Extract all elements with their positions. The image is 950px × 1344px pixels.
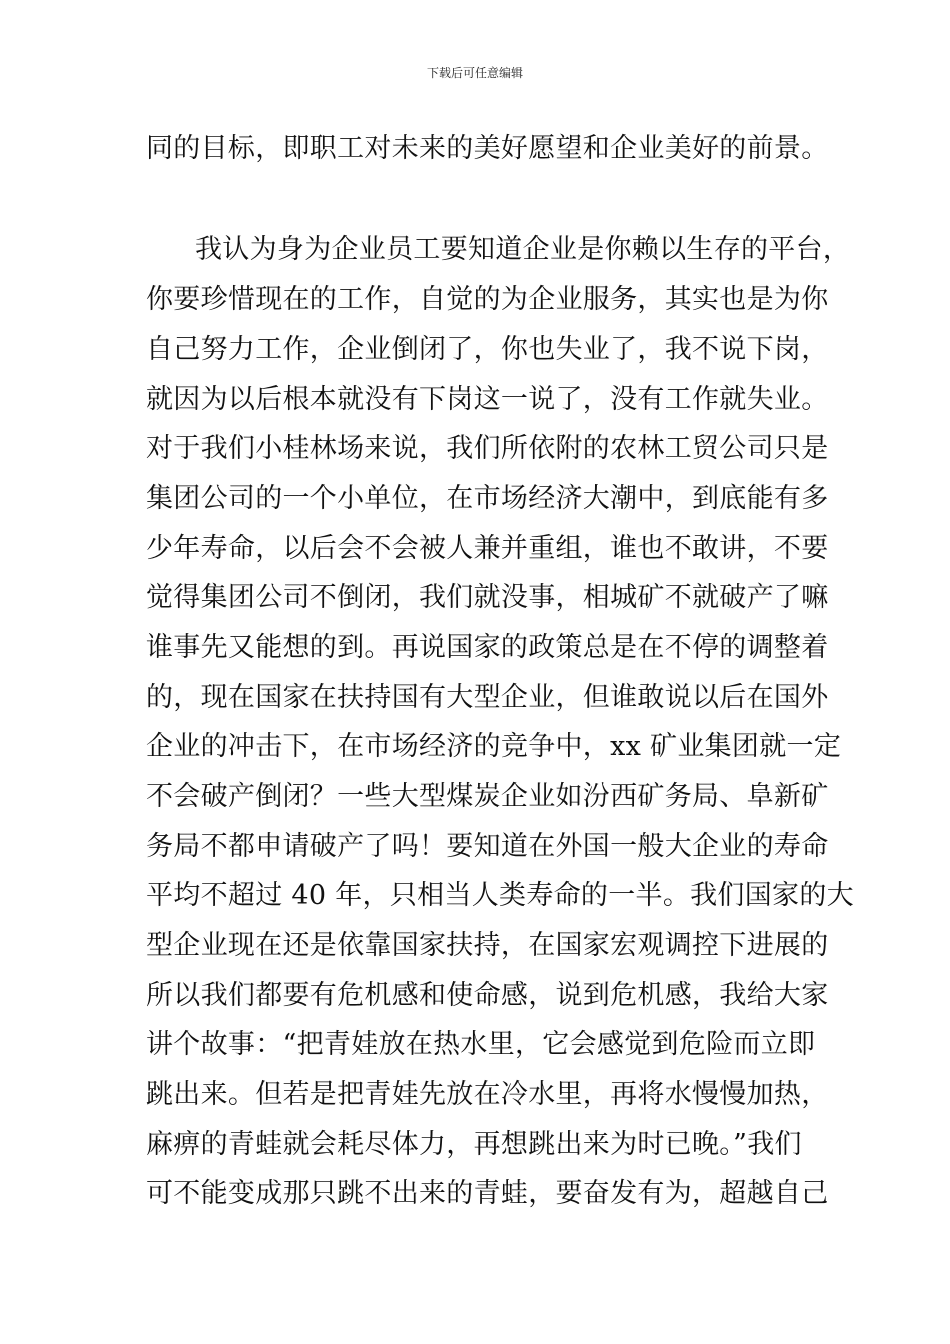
text-line: 跳出来。但若是把青娃先放在冷水里，再将水慢慢加热，	[146, 1079, 829, 1110]
text-line: 型企业现在还是依靠国家扶持，在国家宏观调控下进展的	[146, 930, 829, 961]
text-line: 少年寿命，以后会不会被人兼并重组，谁也不敢讲，不要	[146, 533, 829, 564]
text-line: 麻痹的青蛙就会耗尽体力，再想跳出来为时已晚。”我们	[146, 1129, 802, 1160]
text-line: 平均不超过 40 年，只相当人类寿命的一半。我们国家的大	[146, 880, 854, 911]
text-line: 的，现在国家在扶持国有大型企业，但谁敢说以后在国外	[146, 682, 829, 713]
text-line: 同的目标，即职工对未来的美好愿望和企业美好的前景。	[146, 133, 829, 164]
text-line: 不会破产倒闭？一些大型煤炭企业如汾西矿务局、阜新矿	[146, 781, 829, 812]
text-line: 可不能变成那只跳不出来的青蛙，要奋发有为，超越自己	[146, 1178, 829, 1209]
text-line: 谁事先又能想的到。再说国家的政策总是在不停的调整着	[146, 632, 829, 663]
text-line: 对于我们小桂林场来说，我们所依附的农林工贸公司只是	[146, 433, 829, 464]
text-line: 就因为以后根本就没有下岗这一说了，没有工作就失业。	[146, 384, 829, 415]
text-line: 企业的冲击下，在市场经济的竞争中，xx 矿业集团就一定	[146, 731, 842, 762]
text-line: 自己努力工作，企业倒闭了，你也失业了，我不说下岗，	[146, 334, 829, 365]
paragraph-first-line: 我认为身为企业员工要知道企业是你赖以生存的平台，	[195, 234, 851, 265]
text-line: 觉得集团公司不倒闭，我们就没事，相城矿不就破产了嘛	[146, 582, 829, 613]
page-header: 下载后可任意编辑	[426, 66, 523, 80]
text-line: 所以我们都要有危机感和使命感，说到危机感，我给大家	[146, 980, 829, 1011]
text-line: 务局不都申请破产了吗！要知道在外国一般大企业的寿命	[146, 831, 829, 862]
text-line: 讲个故事：“把青娃放在热水里，它会感觉到危险而立即	[146, 1029, 816, 1060]
text-line: 集团公司的一个小单位，在市场经济大潮中，到底能有多	[146, 483, 829, 514]
text-line: 你要珍惜现在的工作，自觉的为企业服务，其实也是为你	[146, 284, 829, 315]
